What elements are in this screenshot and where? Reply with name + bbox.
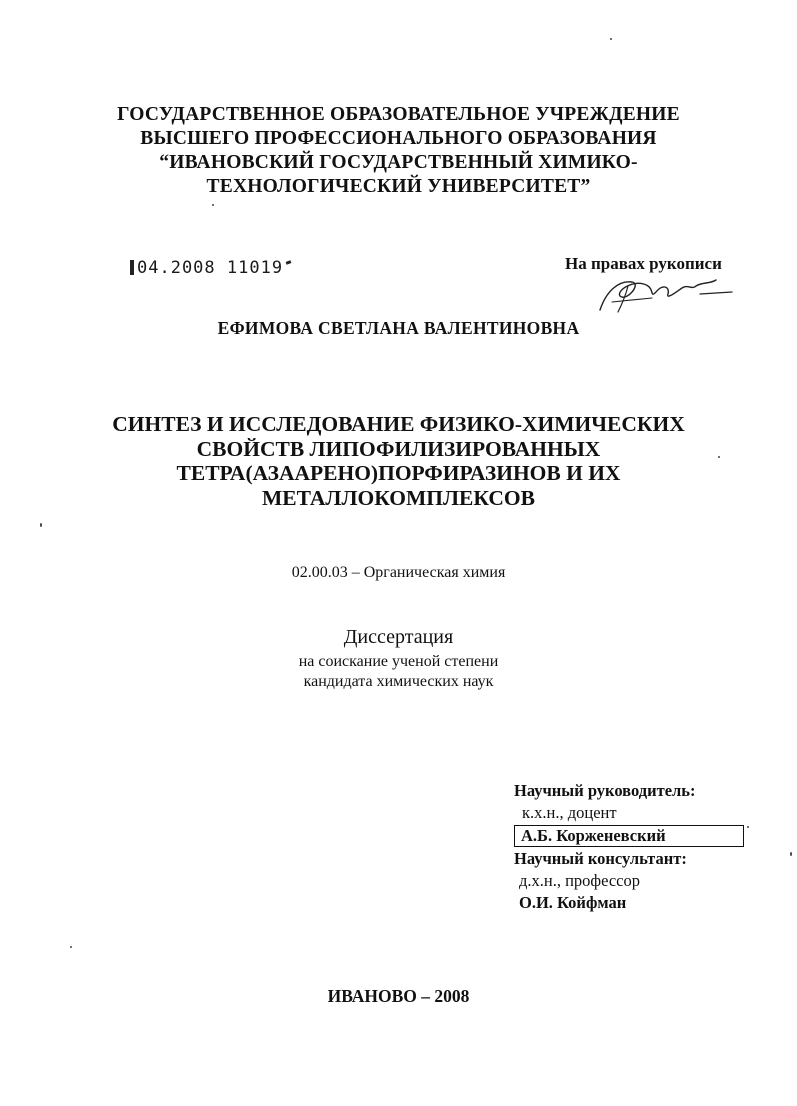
thesis-title — [0, 412, 797, 510]
scan-speck — [70, 946, 72, 948]
degree-line: на соискание ученой степени — [298, 653, 499, 670]
title-line: МЕТАЛЛОКОМПЛЕКСОВ — [262, 485, 535, 510]
scan-speck — [212, 204, 214, 206]
city-year: ИВАНОВО – 2008 — [327, 986, 470, 1006]
institution-line: ГОСУДАРСТВЕННОЕ ОБРАЗОВАТЕЛЬНОЕ УЧРЕЖДЕНИЕ — [117, 104, 680, 125]
consultant-label: Научный консультант: — [514, 849, 687, 868]
title-line: СИНТЕЗ И ИССЛЕДОВАНИЕ ФИЗИКО-ХИМИЧЕСКИХ — [112, 412, 685, 436]
library-stamp — [130, 258, 291, 278]
institution-line: “ИВАНОВСКИЙ ГОСУДАРСТВЕННЫЙ ХИМИКО- — [159, 152, 638, 173]
scan-speck — [718, 456, 720, 458]
degree-line: кандидата химических наук — [303, 673, 494, 690]
title-line: ТЕТРА(АЗААРЕНО)ПОРФИРАЗИНОВ И ИХ — [176, 461, 621, 485]
advisors-block — [514, 780, 744, 914]
stamp-number: 04.2008 11019 — [137, 258, 284, 278]
scan-speck — [747, 826, 749, 828]
institution-line: ВЫСШЕГО ПРОФЕССИОНАЛЬНОГО ОБРАЗОВАНИЯ — [140, 128, 657, 149]
consultant-rank: д.х.н., профессор — [519, 871, 641, 890]
signature-icon — [592, 272, 737, 314]
stamp-mark — [130, 260, 134, 275]
title-line: СВОЙСТВ ЛИПОФИЛИЗИРОВАННЫХ — [196, 436, 601, 461]
scan-speck — [610, 38, 612, 40]
manuscript-rights-label: На правах рукописи — [565, 254, 722, 273]
author-name: ЕФИМОВА СВЕТЛАНА ВАЛЕНТИНОВНА — [217, 318, 580, 338]
stamp-tick — [286, 260, 292, 265]
institution-line: ТЕХНОЛОГИЧЕСКИЙ УНИВЕРСИТЕТ” — [206, 176, 591, 197]
scan-speck — [790, 852, 792, 856]
thesis-type: Диссертация — [343, 626, 454, 648]
supervisor-name: А.Б. Корженевский — [514, 825, 744, 847]
consultant-name: О.И. Койфман — [519, 893, 627, 912]
supervisor-label: Научный руководитель: — [514, 781, 696, 800]
scan-speck — [40, 523, 42, 527]
supervisor-rank: к.х.н., доцент — [522, 803, 617, 822]
degree-description — [0, 652, 797, 692]
specialty-code: 02.00.03 – Органическая химия — [291, 564, 506, 581]
institution-header — [0, 103, 797, 199]
